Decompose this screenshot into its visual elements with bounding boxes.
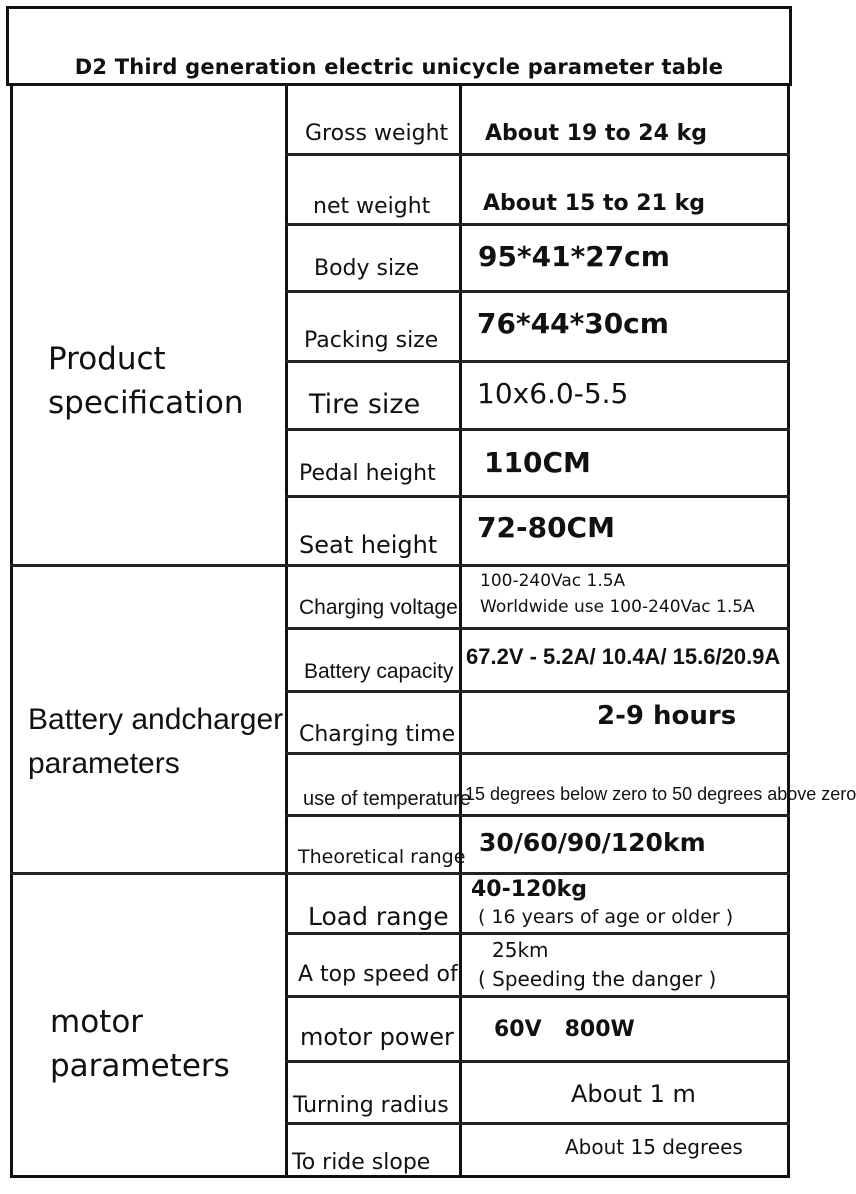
- param-name: Tire size: [309, 389, 421, 420]
- param-value: 67.2V - 5.2A/ 10.4A/ 15.6/20.9A: [466, 644, 781, 669]
- param-value: 15 degrees below zero to 50 degrees above zero: [465, 784, 856, 804]
- group-label-product: [48, 337, 244, 425]
- param-name: Theoretical range: [298, 846, 466, 868]
- param-name: use of temperature: [303, 788, 471, 810]
- row-divider: [285, 814, 790, 817]
- param-name: Pedal height: [299, 461, 436, 486]
- row-divider: [285, 690, 790, 693]
- group-label-line: parameters: [50, 1048, 230, 1084]
- row-divider: [285, 428, 790, 431]
- param-value: 60V 800W: [494, 1017, 635, 1042]
- group-label-battery: [28, 698, 283, 786]
- group-label-motor: [50, 1000, 230, 1088]
- param-name: Body size: [314, 256, 420, 281]
- param-value: About 1 m: [571, 1080, 696, 1108]
- row-divider: [285, 1060, 790, 1063]
- group-label-line: parameters: [28, 747, 180, 780]
- param-name: motor power: [300, 1023, 454, 1051]
- param-name: A top speed of: [298, 962, 458, 987]
- group-label-line: Product: [48, 341, 166, 377]
- param-name: Turning radius: [293, 1093, 449, 1118]
- param-value: About 15 degrees: [565, 1135, 743, 1159]
- group-divider-2: [10, 872, 790, 875]
- param-value-line2: Worldwide use 100-240Vac 1.5A: [480, 597, 755, 617]
- param-name: Charging time: [299, 722, 456, 747]
- param-name: Seat height: [299, 531, 438, 559]
- row-divider: [285, 995, 790, 998]
- param-value: 72-80CM: [477, 511, 615, 544]
- param-value: About 15 to 21 kg: [483, 191, 705, 216]
- param-name: Load range: [308, 902, 449, 931]
- row-divider: [285, 223, 790, 226]
- param-value: 2-9 hours: [597, 701, 737, 731]
- row-divider: [285, 752, 790, 755]
- group-label-line: motor: [50, 1004, 144, 1040]
- row-divider: [285, 1122, 790, 1125]
- row-divider: [285, 932, 790, 935]
- param-value: 25km: [492, 938, 549, 962]
- row-divider: [285, 290, 790, 293]
- param-value: 100-240Vac 1.5A: [480, 571, 626, 591]
- param-name: Gross weight: [305, 121, 449, 146]
- group-label-line: Battery andcharger: [28, 703, 284, 736]
- param-name: Charging voltage: [299, 596, 458, 619]
- param-name: To ride slope: [292, 1150, 431, 1175]
- param-name: net weight: [313, 194, 431, 219]
- row-divider: [285, 495, 790, 498]
- group-label-line: specification: [48, 385, 244, 421]
- column-divider-1: [285, 86, 288, 1178]
- param-value-line2: ( 16 years of age or older ): [478, 906, 734, 928]
- column-divider-2: [459, 86, 462, 1178]
- param-name: Battery capacity: [304, 660, 454, 683]
- row-divider: [285, 627, 790, 630]
- table-title: D2 Third generation electric unicycle parameter table: [74, 55, 724, 79]
- param-value: 76*44*30cm: [477, 307, 669, 340]
- row-divider: [285, 360, 790, 363]
- param-value: 10x6.0-5.5: [477, 377, 629, 410]
- group-divider-1: [10, 564, 790, 567]
- param-value: 95*41*27cm: [478, 240, 670, 273]
- param-value-line2: ( Speeding the danger ): [478, 967, 717, 991]
- param-value: About 19 to 24 kg: [485, 121, 707, 146]
- param-name: Packing size: [304, 328, 439, 353]
- param-value: 30/60/90/120km: [479, 828, 706, 857]
- param-value: 40-120kg: [471, 877, 588, 902]
- table-title-box: [6, 6, 792, 86]
- param-value: 110CM: [484, 446, 591, 479]
- row-divider: [285, 153, 790, 156]
